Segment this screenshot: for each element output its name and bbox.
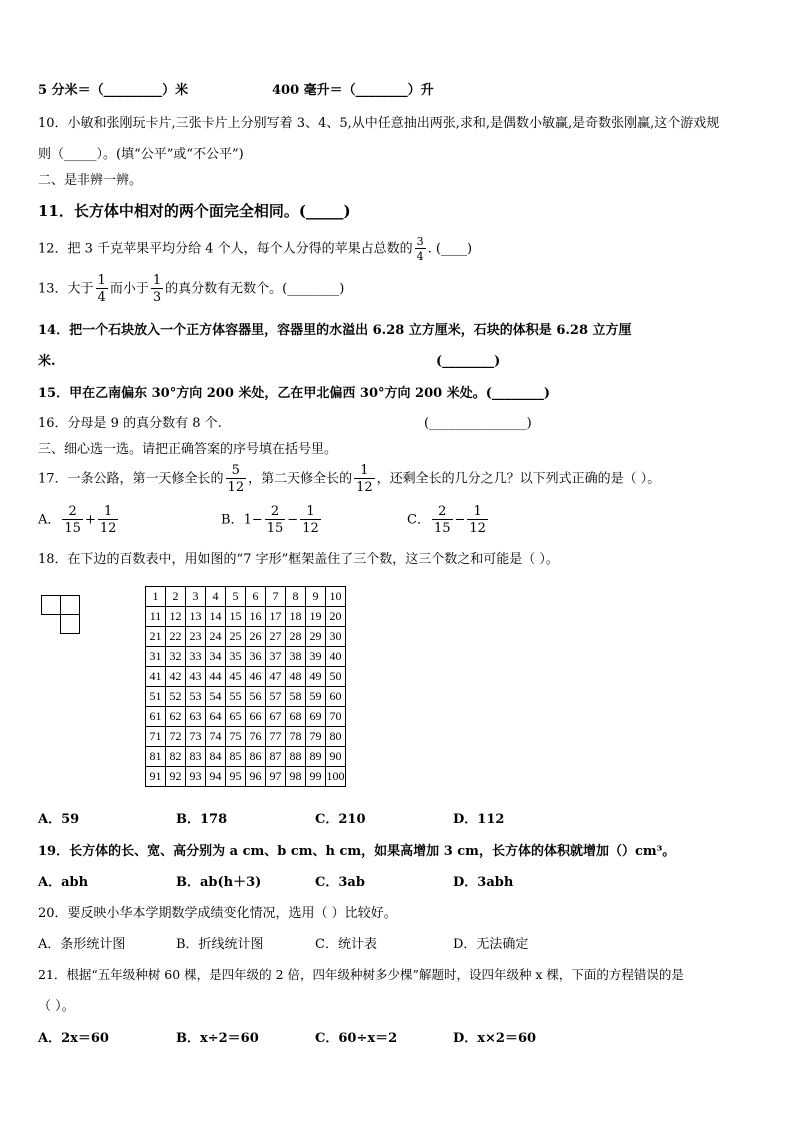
table-cell: 99 xyxy=(306,767,326,787)
q13-f1-den: 4 xyxy=(97,290,106,305)
hundred-number-table xyxy=(145,586,346,787)
q13 xyxy=(38,274,344,304)
table-cell: 50 xyxy=(326,667,346,687)
q18-option-c: C．210 xyxy=(315,812,366,827)
table-cell: 96 xyxy=(246,767,266,787)
table-cell: 31 xyxy=(146,647,166,667)
table-cell: 13 xyxy=(186,607,206,627)
table-cell: 72 xyxy=(166,727,186,747)
table-row xyxy=(146,607,346,627)
table-cell: 8 xyxy=(286,587,306,607)
table-row xyxy=(146,727,346,747)
table-cell: 1 xyxy=(146,587,166,607)
q17-opt-a-op: + xyxy=(84,512,96,528)
table-cell: 20 xyxy=(326,607,346,627)
table-cell: 33 xyxy=(186,647,206,667)
table-cell: 27 xyxy=(266,627,286,647)
q20-option-a: A．条形统计图 xyxy=(38,937,126,952)
table-cell: 82 xyxy=(166,747,186,767)
q11: 11．长方体中相对的两个面完全相同。(_____) xyxy=(38,202,351,220)
table-cell: 75 xyxy=(226,727,246,747)
q21-option-d: D．x×2＝60 xyxy=(453,1031,537,1046)
table-cell: 58 xyxy=(286,687,306,707)
q13-f2-num: 1 xyxy=(152,273,162,288)
table-cell: 66 xyxy=(246,707,266,727)
q20-text: 20．要反映小华本学期数学成绩变化情况，选用（ ）比较好。 xyxy=(38,906,397,921)
table-cell: 52 xyxy=(166,687,186,707)
table-cell: 30 xyxy=(326,627,346,647)
table-cell: 25 xyxy=(226,627,246,647)
table-cell: 68 xyxy=(286,707,306,727)
table-cell: 43 xyxy=(186,667,206,687)
q21-option-a: A．2x＝60 xyxy=(38,1031,109,1046)
table-cell: 91 xyxy=(146,767,166,787)
table-row xyxy=(146,667,346,687)
q18-option-a: A．59 xyxy=(38,812,80,827)
q19-option-a: A．abh xyxy=(38,875,89,890)
unit-conversion-ml: 400 毫升＝（________）升 xyxy=(272,83,434,98)
q14-blank: (________) xyxy=(436,354,501,369)
q17-opt-a-frac1 xyxy=(62,505,83,535)
table-cell: 87 xyxy=(266,747,286,767)
table-cell: 79 xyxy=(306,727,326,747)
table-cell: 5 xyxy=(226,587,246,607)
q17-mid: ，第二天修全长的 xyxy=(248,471,353,487)
q21-line1: 21．根据“五年级种树 60 棵，是四年级的 2 倍，四年级种树多少棵”解题时，设四年级种 x 棵，下面的方程错误的是 xyxy=(38,967,684,982)
q17-opt-a-label: A． xyxy=(38,512,61,528)
table-cell: 53 xyxy=(186,687,206,707)
table-cell: 93 xyxy=(186,767,206,787)
q17-opt-b-n1: 2 xyxy=(265,505,286,520)
q16-text: 16．分母是 9 的真分数有 8 个. xyxy=(38,416,222,431)
q17-opt-c-frac2 xyxy=(467,505,488,535)
table-row xyxy=(146,687,346,707)
q20-option-b: B．折线统计图 xyxy=(176,937,264,952)
q12-tail: . (____) xyxy=(427,241,473,257)
q17-opt-a-n2: 1 xyxy=(98,505,119,520)
table-cell: 36 xyxy=(246,647,266,667)
table-cell: 34 xyxy=(206,647,226,667)
table-cell: 89 xyxy=(306,747,326,767)
table-cell: 18 xyxy=(286,607,306,627)
q17-fraction-1 xyxy=(226,464,247,494)
table-cell: 71 xyxy=(146,727,166,747)
q16-blank: (_______________) xyxy=(424,416,532,431)
table-cell: 16 xyxy=(246,607,266,627)
table-cell: 39 xyxy=(306,647,326,667)
table-cell: 38 xyxy=(286,647,306,667)
table-row xyxy=(146,647,346,667)
table-cell: 70 xyxy=(326,707,346,727)
q15: 15．甲在乙南偏东 30°方向 200 米处，乙在甲北偏西 30°方向 200 米处。(________) xyxy=(38,386,551,401)
q17-opt-b-frac2 xyxy=(300,505,321,535)
q17-opt-c-frac1 xyxy=(432,505,453,535)
q17-opt-b-op: − xyxy=(287,512,299,528)
q19-text: 19．长方体的长、宽、高分别为 a cm、b cm、h cm，如果高增加 3 cm，长方体的体积就增加（）cm³。 xyxy=(38,844,676,859)
table-cell: 77 xyxy=(266,727,286,747)
table-row xyxy=(146,767,346,787)
q17-opt-c-d1: 15 xyxy=(433,521,451,536)
q17-opt-a-d2: 12 xyxy=(99,521,117,536)
table-cell: 60 xyxy=(326,687,346,707)
q19-option-b: B．ab(h＋3) xyxy=(176,875,262,890)
q17-option-c xyxy=(407,505,490,535)
table-cell: 26 xyxy=(246,627,266,647)
q17-f1-den: 12 xyxy=(227,480,245,495)
table-cell: 86 xyxy=(246,747,266,767)
q21-option-b: B．x÷2＝60 xyxy=(176,1031,259,1046)
q17-tail: ，还剩全长的几分之几？以下列式正确的是（ ）。 xyxy=(376,471,661,487)
q19-option-d: D．3abh xyxy=(453,875,514,890)
table-cell: 11 xyxy=(146,607,166,627)
q17-prefix: 17．一条公路，第一天修全长的 xyxy=(38,471,224,487)
q10-line1: 10．小敏和张刚玩卡片,三张卡片上分别写着 3、4、5,从中任意抽出两张,求和,是偶数小敏赢,是奇数张刚赢,这个游戏规 xyxy=(38,116,720,131)
table-cell: 85 xyxy=(226,747,246,767)
table-cell: 55 xyxy=(226,687,246,707)
table-cell: 47 xyxy=(266,667,286,687)
q17-opt-b-n2: 1 xyxy=(300,505,321,520)
table-cell: 6 xyxy=(246,587,266,607)
seven-shape-frame-icon xyxy=(41,595,81,635)
section3-heading: 三、细心选一选。请把正确答案的序号填在括号里。 xyxy=(38,442,338,457)
table-cell: 49 xyxy=(306,667,326,687)
table-cell: 56 xyxy=(246,687,266,707)
table-cell: 29 xyxy=(306,627,326,647)
table-cell: 76 xyxy=(246,727,266,747)
q13-prefix: 13．大于 xyxy=(38,281,94,297)
table-cell: 24 xyxy=(206,627,226,647)
q13-fraction-2 xyxy=(151,274,163,304)
q21-line2: （ ）。 xyxy=(38,999,75,1014)
table-cell: 94 xyxy=(206,767,226,787)
table-cell: 12 xyxy=(166,607,186,627)
q17-option-b xyxy=(221,505,323,535)
table-cell: 80 xyxy=(326,727,346,747)
q17-opt-c-op: − xyxy=(454,512,466,528)
table-cell: 22 xyxy=(166,627,186,647)
table-cell: 67 xyxy=(266,707,286,727)
table-cell: 83 xyxy=(186,747,206,767)
table-cell: 41 xyxy=(146,667,166,687)
q17-option-a xyxy=(38,505,120,535)
q17-opt-a-frac2 xyxy=(98,505,119,535)
table-cell: 40 xyxy=(326,647,346,667)
table-cell: 81 xyxy=(146,747,166,767)
table-cell: 59 xyxy=(306,687,326,707)
unit-conversion-dm: 5 分米＝（_________）米 xyxy=(38,83,189,98)
q13-mid: 而小于 xyxy=(109,281,149,297)
table-cell: 45 xyxy=(226,667,246,687)
q17-fraction-2 xyxy=(354,464,375,494)
table-cell: 63 xyxy=(186,707,206,727)
q19-option-c: C．3ab xyxy=(315,875,365,890)
q12-text: 12．把 3 千克苹果平均分给 4 个人，每个人分得的苹果占总数的 xyxy=(38,241,413,257)
q12 xyxy=(38,236,472,262)
q17-opt-a-d1: 15 xyxy=(64,521,81,536)
q14-line1: 14．把一个石块放入一个正方体容器里，容器里的水溢出 6.28 立方厘米，石块的体积是 6.28 立方厘 xyxy=(38,323,632,338)
table-cell: 98 xyxy=(286,767,306,787)
table-cell: 97 xyxy=(266,767,286,787)
table-cell: 35 xyxy=(226,647,246,667)
table-cell: 19 xyxy=(306,607,326,627)
q13-tail: 的真分数有无数个。(________) xyxy=(165,281,345,297)
q12-den: 4 xyxy=(416,250,424,263)
table-cell: 44 xyxy=(206,667,226,687)
q13-fraction-1 xyxy=(96,274,108,304)
table-row xyxy=(146,747,346,767)
table-cell: 54 xyxy=(206,687,226,707)
q17-opt-c-d2: 12 xyxy=(469,521,486,536)
q18-option-d: D．112 xyxy=(453,812,505,827)
table-cell: 15 xyxy=(226,607,246,627)
q17-opt-c-n2: 1 xyxy=(467,505,488,520)
table-cell: 14 xyxy=(206,607,226,627)
q17-opt-b-d1: 15 xyxy=(266,521,284,536)
table-cell: 69 xyxy=(306,707,326,727)
table-cell: 90 xyxy=(326,747,346,767)
table-cell: 2 xyxy=(166,587,186,607)
table-cell: 21 xyxy=(146,627,166,647)
table-cell: 61 xyxy=(146,707,166,727)
table-cell: 51 xyxy=(146,687,166,707)
q17-opt-b-frac1 xyxy=(265,505,286,535)
table-cell: 23 xyxy=(186,627,206,647)
q18-option-b: B．178 xyxy=(176,812,228,827)
q17-opt-b-pre: 1− xyxy=(243,512,263,528)
table-row xyxy=(146,587,346,607)
table-cell: 65 xyxy=(226,707,246,727)
q17-f2-den: 12 xyxy=(356,480,373,495)
q20-option-d: D．无法确定 xyxy=(453,937,529,952)
q14-line2: 米. xyxy=(38,354,56,369)
q18-text: 18．在下边的百数表中，用如图的“7 字形”框架盖住了三个数，这三个数之和可能是（ ）。 xyxy=(38,552,559,567)
table-cell: 62 xyxy=(166,707,186,727)
table-cell: 17 xyxy=(266,607,286,627)
q12-num: 3 xyxy=(416,235,424,248)
table-cell: 64 xyxy=(206,707,226,727)
q17-opt-c-n1: 2 xyxy=(432,505,453,520)
table-cell: 4 xyxy=(206,587,226,607)
table-cell: 74 xyxy=(206,727,226,747)
table-cell: 10 xyxy=(326,587,346,607)
table-cell: 88 xyxy=(286,747,306,767)
table-cell: 9 xyxy=(306,587,326,607)
table-cell: 100 xyxy=(326,767,346,787)
q17-opt-a-n1: 2 xyxy=(62,505,83,520)
q17-opt-b-d2: 12 xyxy=(302,521,319,536)
table-cell: 42 xyxy=(166,667,186,687)
table-cell: 84 xyxy=(206,747,226,767)
table-cell: 48 xyxy=(286,667,306,687)
table-cell: 32 xyxy=(166,647,186,667)
q17-f1-num: 5 xyxy=(226,464,247,479)
table-cell: 7 xyxy=(266,587,286,607)
section2-heading: 二、是非辨一辨。 xyxy=(38,173,143,188)
q21-option-c: C．60÷x＝2 xyxy=(315,1031,398,1046)
q17-opt-b-label: B． xyxy=(221,512,244,528)
q10-line2: 则（_____）。(填“公平”或“不公平”) xyxy=(38,147,244,162)
q13-f1-num: 1 xyxy=(97,273,106,288)
q20-option-c: C．统计表 xyxy=(315,937,377,952)
table-cell: 46 xyxy=(246,667,266,687)
q13-f2-den: 3 xyxy=(152,290,162,305)
table-cell: 95 xyxy=(226,767,246,787)
table-cell: 28 xyxy=(286,627,306,647)
table-cell: 92 xyxy=(166,767,186,787)
table-cell: 57 xyxy=(266,687,286,707)
q17-opt-c-label: C． xyxy=(407,512,430,528)
table-cell: 37 xyxy=(266,647,286,667)
table-cell: 3 xyxy=(186,587,206,607)
q12-fraction xyxy=(415,236,426,262)
q17-f2-num: 1 xyxy=(354,464,375,479)
q17 xyxy=(38,464,660,494)
table-cell: 73 xyxy=(186,727,206,747)
table-row xyxy=(146,627,346,647)
table-cell: 78 xyxy=(286,727,306,747)
table-row xyxy=(146,707,346,727)
